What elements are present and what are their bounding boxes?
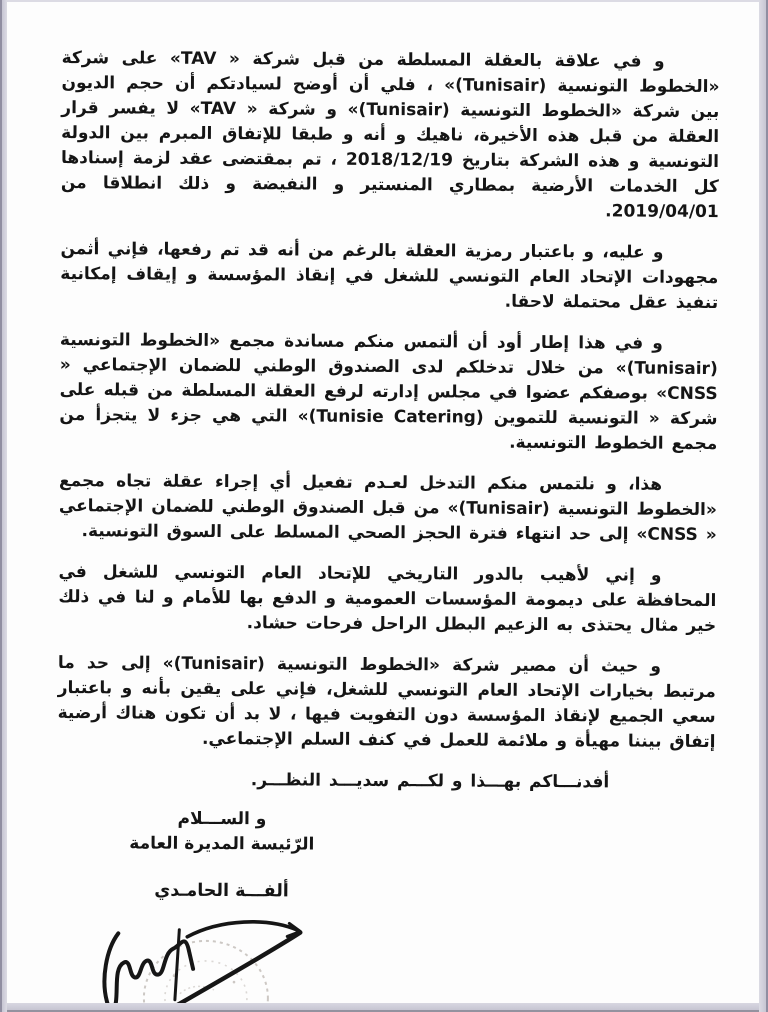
letter-paragraph-2: و عليه، و باعتبار رمزية العقلة بالرغم من أنه قد تم رفعها، فإني أثمن مجهودات الإتحاد العام التونسي للشغل في إنقاذ المؤسسة و إيقاف إمكانية تنفيذ عقل محتملة لاحقا. [60,239,719,314]
scan-edge-left [0,0,7,1012]
handwritten-signature-icon [104,921,300,1012]
letter-paragraph-5: و إني لأهيب بالدور التاريخي للإتحاد العام التونسي للشغل في المحافظة على ديمومة المؤسسات العمومية و الدفع بها للأمام و لنا في ذلك خير مثال يحتذى به الزعيم البطل الراحل فرحات حشاد. [58,562,717,637]
letter-paragraph-3: و في هذا إطار أود أن ألتمس منكم مساندة مجمع «الخطوط التونسية (Tunisair)» من خلال تدخلكم لدى الصندوق الوطني للضمان الإجتماعي « CNSS» بوصفكم عضوا في مجلس إدارته لرفع العقلة المسلطة من قبله على شركة « التونسية للتموين (Tunisie Catering)» التي هي جزء لا يتجزأ من مجمع الخطوط التونسية. [59,330,718,455]
letter-paragraph-6: و حيث أن مصير شركة «الخطوط التونسية (Tunisair)» إلى حد ما مرتبط بخيارات الإتحاد العام التونسي للشغل، فإني على يقين بأنه و باعتبار سعي الجميع لإنقاذ المؤسسة دون التفويت فيها ، لا بد أن تكون هناك أرضية إتفاق بيننا مهيأة و ملائمة للعمل في كنف السلم الإجتماعي. [57,653,716,753]
signatory-name: ألفـــة الحامـدي [154,880,289,902]
signature-area [84,905,325,1012]
scan-edge-top [0,0,768,2]
signatory-title: الرّئيسة المديرة العامة [129,833,315,855]
scan-edge-right [759,0,768,1012]
salutation-text: و الســـلام [177,808,267,830]
closing-line: أفدنـــاكم بهـــذا و لكـــم سديـــد النظـــر. [250,770,610,793]
letter-paragraph-1: و في علاقة بالعقلة المسلطة من قبل شركة « TAV» على شركة «الخطوط التونسية (Tunisair)» ، فلي أن أوضح لسيادتكم أن حجم الديون بين شركة «الخطوط التونسية (Tunisair)» و شركة « TAV» لا يفسر قرار العقلة من قبل هذه الأخيرة، ناهيك و أنه و طبقا للإتفاق المبرم بين الدولة التونسية و هذه الشركة بتاريخ 2018/12/19 ، تم بمقتضى عقد لزمة إسنادها كل الخدمات الأرضية بمطاري المنستير و النفيضة و ذلك انطلاقا من 2019/04/01. [60,48,720,223]
scan-edge-bottom [0,1003,768,1012]
letter-paragraph-4: هذا، و نلتمس منكم التدخل لعـدم تفعيل أي إجراء عقلة تجاه مجمع «الخطوط التونسية (Tunisair)» من قبل الصندوق الوطني للضمان الإجتماعي « CNSS» إلى حد انتهاء فترة الحجز الصحي المسلط على السوق التونسية. [58,471,717,546]
signature-block [96,806,347,905]
faint-round-stamp-icon [144,941,269,1012]
